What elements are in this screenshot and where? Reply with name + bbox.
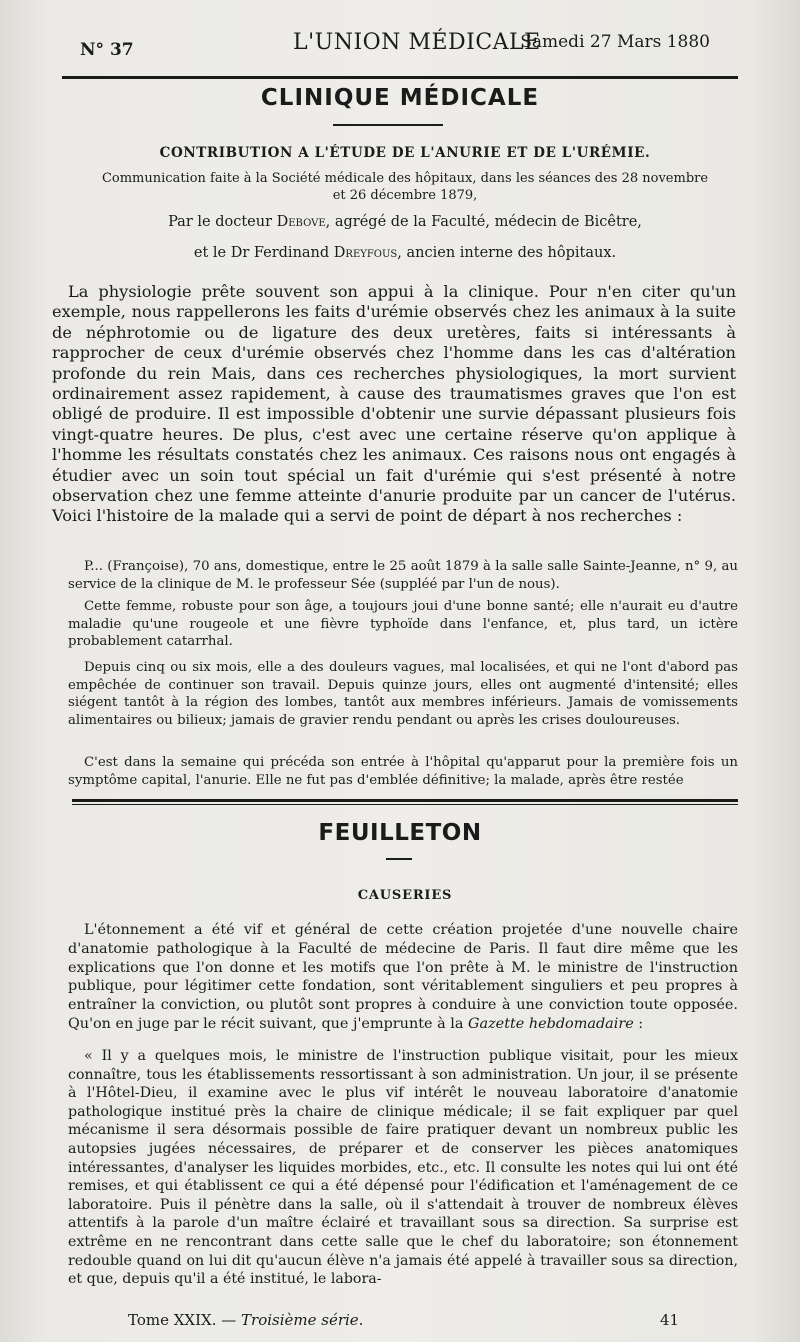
- intro-paragraph: La physiologie prête souvent son appui à la clinique. Pour n'en citer qu'un exemple, nous rappellerons les faits d'urémie observés chez les animaux à la suite de néphrotomie ou de ligature des deux uretères, faits si intéressants à rapprocher de ceux d'urémie observés chez l'homme dans les cas d'altération profonde du rein Mais, dans ces recherches physiologiques, la mort survient ordinairement assez rapidement, à cause des traumatismes graves que l'on est obligé de produire. Il est impossible d'obtenir une survie dépassant plusieurs fois vingt-quatre heures. De plus, c'est avec une certaine réserve qu'on applique à l'homme les résultats constatés chez les animaux. Ces raisons nous ont engagés à étudier avec un soin tout spécial un fait d'urémie qui s'est présenté à notre observation chez une femme atteinte d'anurie produite par un cancer de l'utérus. Voici l'histoire de la malade qui a servi de point de départ à nos recherches :: [52, 282, 736, 526]
- case-paragraph-1: P... (Françoise), 70 ans, domestique, entre le 25 août 1879 à la salle salle Sainte-Jeanne, n° 9, au service de la clinique de M. le professeur Sée (suppléé par l'un de nous).: [68, 559, 738, 592]
- case-paragraph-4: C'est dans la semaine qui précéda son entrée à l'hôpital qu'apparut pour la première fois un symptôme capital, l'anurie. Elle ne fut pas d'emblée définitive; la malade, après être restée: [68, 755, 738, 788]
- feuilleton-paragraph-1: [68, 921, 738, 1034]
- feuilleton-text: L'étonnement a été vif et général de cette création projetée d'une nouvelle chaire d'anatomie pathologique à la Faculté de médecine de Paris. Il faut dire même que les explications que l'on donne et les motifs que l'on prête à M. le ministre de l'instruction publique, pour légitimer cette fondation, sont véritablement singuliers et peu propres à entraîner la conviction, ou plutôt sont propres à conduire à une conviction toute opposée. Qu'on en juge par le récit suivant, que j'emprunte à la: [68, 922, 738, 1032]
- author2-name: Dreyfous: [333, 245, 398, 261]
- series-label: Troisième série.: [241, 1311, 364, 1329]
- feuilleton-divider: [72, 799, 738, 805]
- section-subtitle-causeries: CAUSERIES: [357, 888, 453, 903]
- author1-prefix: Par le docteur: [168, 214, 277, 230]
- page-footer: [0, 1311, 800, 1331]
- section-title-feuilleton: FEUILLETON: [318, 820, 482, 846]
- case-paragraph-2: Cette femme, robuste pour son âge, a toujours joui d'une bonne santé; elle n'aurait eu d'autre maladie qu'une rougeole et une fièvre typhoïde dans l'enfance, et, plus tard, un ictère probablement catarrhal.: [68, 599, 738, 650]
- communication-line-2: et 26 décembre 1879,: [332, 188, 478, 203]
- author1-name: Debove: [276, 214, 326, 230]
- feuilleton-text-end: :: [633, 1015, 644, 1032]
- issue-date: Samedi 27 Mars 1880: [520, 32, 710, 52]
- source-title: Gazette hebdomadaire: [468, 1015, 634, 1032]
- issue-number: N° 37: [80, 40, 134, 60]
- article-title: CONTRIBUTION A L'ÉTUDE DE L'ANURIE ET DE L'URÉMIE.: [159, 145, 651, 161]
- header-rule: [62, 76, 738, 79]
- author-line-1: [60, 214, 750, 230]
- author1-suffix: , agrégé de la Faculté, médecin de Bicêtre,: [325, 214, 642, 230]
- journal-title: L'UNION MÉDICALE: [293, 30, 541, 55]
- author2-suffix: , ancien interne des hôpitaux.: [397, 245, 617, 261]
- tome-number: Tome XXIX. —: [128, 1311, 242, 1329]
- author2-prefix: et le Dr Ferdinand: [193, 245, 334, 261]
- feuilleton-quote: « Il y a quelques mois, le ministre de l'instruction publique visitait, pour les mieux connaître, tous les établissements ressortissant à son administration. Un jour, il se présente à l'Hôtel-Dieu, il examine avec le plus vif intérêt le nouveau laboratoire d'anatomie pathologique institué près la chaire de clinique médicale; il se fait expliquer par quel mécanisme il sera désormais possible de faire pratiquer devant un nombreux public les autopsies jugées nécessaires, de préparer et de conserver les pièces anatomiques intéressantes, d'analyser les liquides morbides, etc., etc. Il consulte les notes qui lui ont été remises, et qui établissent ce qui a été dépensé pour l'édification et l'aménagement de ce laboratoire. Puis il pénètre dans la salle, où il s'attendait à trouver de nombreux élèves attentifs à la parole d'un maître éclairé et travaillant sous sa direction. Sa surprise est extrême en ne rencontrant dans cette salle que le chef du laboratoire; son étonnement redouble quand on lui dit qu'aucun élève n'a jamais été appelé à travailler sous sa direction, et que, depuis qu'il a été institué, le labora-: [68, 1048, 738, 1288]
- title-underline: [333, 124, 443, 126]
- section-title-clinique: CLINIQUE MÉDICALE: [260, 85, 540, 111]
- communication-note: [60, 170, 750, 204]
- feuilleton-dash: [386, 858, 412, 860]
- case-paragraph-3: Depuis cinq ou six mois, elle a des douleurs vagues, mal localisées, et qui ne l'ont d'abord pas empêchée de continuer son travail. Depuis quinze jours, elles ont augmenté d'intensité; elles siégent tantôt à la région des lombes, tantôt aux membres inférieurs. Jamais de vomissements alimentaires ou bilieux; jamais de gravier rendu pendant ou après les crises douloureuses.: [68, 660, 738, 728]
- page-header: [80, 28, 710, 58]
- page-number: 41: [660, 1311, 680, 1329]
- author-line-2: [60, 245, 750, 261]
- tome-label: [128, 1311, 363, 1329]
- communication-line-1: Communication faite à la Société médicale des hôpitaux, dans les séances des 28 novembre: [101, 171, 709, 186]
